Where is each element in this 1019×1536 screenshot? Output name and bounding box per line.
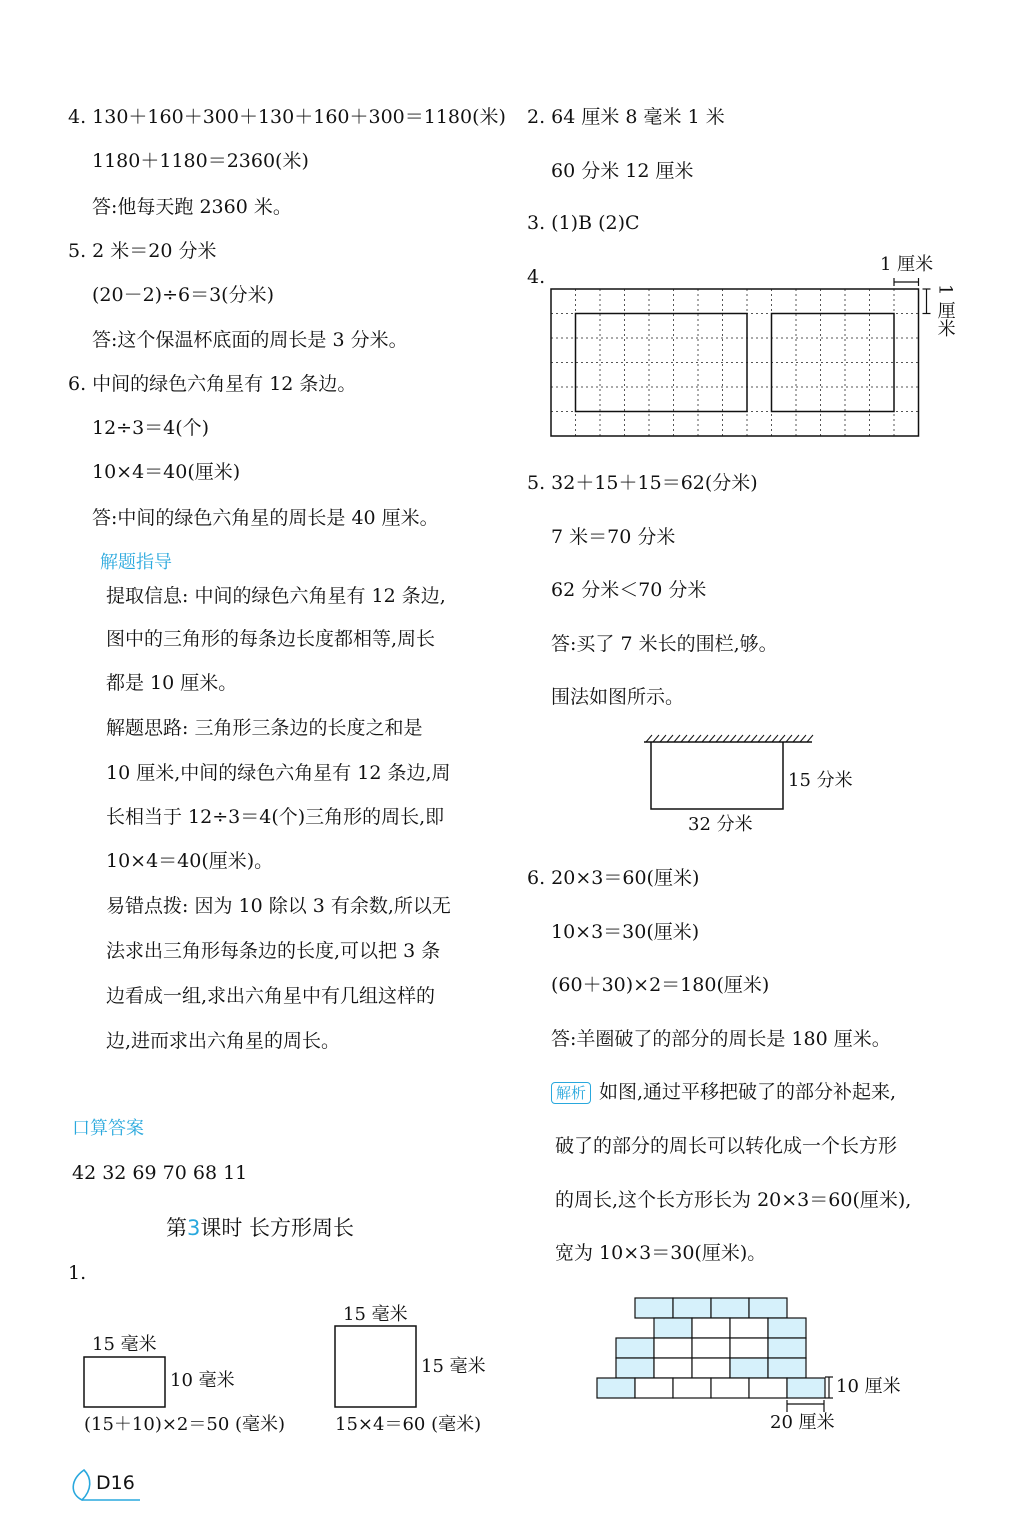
rect-formula: (15＋10)×2＝50 (毫米) [84,1414,286,1435]
r-q6-line2: 10×3＝30(厘米) [551,921,700,943]
brick [692,1318,730,1338]
brick-filled [635,1298,673,1318]
q5-answer: 答:这个保温杯底面的周长是 3 分米。 [92,329,408,351]
fence-rectangle [651,742,783,809]
hatch-stroke [751,735,757,742]
hatch-stroke [800,735,806,742]
r-q3-line1: 3. (1)B (2)C [527,212,640,234]
q4-answer: 答:他每天跑 2360 米。 [92,196,292,218]
brick-filled [730,1358,768,1378]
hatch-stroke [779,735,785,742]
hatch-stroke [716,735,722,742]
guide-error-4: 边,进而求出六角星的周长。 [106,1030,341,1052]
r-q5-line3: 62 分米＜70 分米 [551,579,707,601]
guide-error-2: 法求出三角形每条边的长度,可以把 3 条 [106,940,441,962]
brick [749,1378,787,1398]
q1-label: 1. [68,1262,87,1284]
brick-height-label: 10 厘米 [836,1376,901,1397]
square-side-label: 15 毫米 [421,1356,486,1377]
brick-filled [616,1338,654,1358]
square-top-label: 15 毫米 [343,1304,408,1325]
q6-answer: 答:中间的绿色六角星的周长是 40 厘米。 [92,507,439,529]
hatch-stroke [709,735,715,742]
r-q5-answer: 答:买了 7 米长的围栏,够。 [551,633,778,655]
dot-grid-figure [551,278,931,436]
hatch-stroke [681,735,687,742]
hatch-stroke [737,735,743,742]
guide-info-1: 提取信息: 中间的绿色六角星有 12 条边, [106,585,446,607]
oral-heading: 口算答案 [72,1118,144,1139]
hatch-stroke [807,735,813,742]
hatch-stroke [674,735,680,742]
hatch-stroke [786,735,792,742]
hatch-stroke [765,735,771,742]
brick [635,1378,673,1398]
guide-error-1: 易错点拨: 因为 10 除以 3 有余数,所以无 [106,895,451,917]
guide-info-2: 图中的三角形的每条边长度都相等,周长 [106,628,436,650]
brick-filled [787,1378,825,1398]
hatch-stroke [744,735,750,742]
r-q6-line1: 6. 20×3＝60(厘米) [527,867,700,889]
analysis-badge: 解析 [551,1082,591,1104]
brick-filled [749,1298,787,1318]
brick [692,1358,730,1378]
oral-answers: 42 32 69 70 68 11 [72,1162,248,1184]
r-q5-line5: 围法如图所示。 [551,686,685,708]
fence-bottom-label: 32 分米 [688,814,753,835]
q6-line2: 12÷3＝4(个) [92,417,210,439]
guide-error-3: 边看成一组,求出六角星中有几组这样的 [106,985,436,1007]
brick-filled [768,1318,806,1338]
hatch-stroke [688,735,694,742]
page-number: D16 [96,1472,135,1494]
guide-heading: 解题指导 [100,552,172,573]
brick-filled [673,1298,711,1318]
square-formula: 15×4＝60 (毫米) [335,1414,482,1435]
rect-side-label: 10 毫米 [170,1370,235,1391]
brick-filled [768,1338,806,1358]
brick [692,1338,730,1358]
hatch-stroke [653,735,659,742]
brick-filled [768,1358,806,1378]
hatch-stroke [702,735,708,742]
hatch-stroke [660,735,666,742]
hatch-stroke [646,735,652,742]
fence-side-label: 15 分米 [788,770,853,791]
analysis-text-1: 如图,通过平移把破了的部分补起来, [599,1081,897,1103]
q5-line2: (20－2)÷6＝3(分米) [92,284,275,306]
grid-cell-width-label: 1 厘米 [880,254,934,275]
wall-hatch [646,735,813,742]
brick [711,1378,749,1398]
brick [654,1338,692,1358]
q5-line1: 5. 2 米＝20 分米 [68,240,217,262]
r-q4-label: 4. [527,266,546,288]
hatch-stroke [667,735,673,742]
r-q2-line1: 2. 64 厘米 8 毫米 1 米 [527,106,725,128]
guide-idea-2: 10 厘米,中间的绿色六角星有 12 条边,周 [106,762,451,784]
r-q5-line2: 7 米＝70 分米 [551,526,676,548]
hatch-stroke [730,735,736,742]
guide-idea-1: 解题思路: 三角形三条边的长度之和是 [106,717,423,739]
brick-width-label: 20 厘米 [770,1412,835,1433]
hatch-stroke [695,735,701,742]
r-q6-analysis-2: 破了的部分的周长可以转化成一个长方形 [555,1135,898,1157]
lesson-prefix: 第 [166,1216,187,1240]
hatch-stroke [758,735,764,742]
brick-filled [711,1298,749,1318]
leaf-icon [73,1470,140,1500]
lesson-number: 3 [187,1216,201,1240]
q6-line3: 10×4＝40(厘米) [92,461,241,483]
q1-square [335,1326,416,1407]
fence-figure [644,735,813,809]
brick-filled [597,1378,635,1398]
grid-cell-height-label: 1 厘米 [934,284,956,338]
q6-line1: 6. 中间的绿色六角星有 12 条边。 [68,373,357,395]
r-q6-line3: (60＋30)×2＝180(厘米) [551,974,770,996]
guide-idea-4: 10×4＝40(厘米)。 [106,850,274,872]
brick-filled [616,1358,654,1378]
q1-rectangle [84,1357,165,1407]
r-q6-analysis-3: 的周长,这个长方形长为 20×3＝60(厘米), [555,1189,912,1211]
brick [730,1338,768,1358]
r-q2-line2: 60 分米 12 厘米 [551,160,694,182]
r-q6-answer: 答:羊圈破了的部分的周长是 180 厘米。 [551,1028,891,1050]
brick [673,1378,711,1398]
lesson-suffix: 课时 长方形周长 [200,1216,355,1240]
q4-line2: 1180＋1180＝2360(米) [92,150,309,172]
brick-wall-figure [597,1298,825,1398]
hatch-stroke [723,735,729,742]
r-q6-analysis-4: 宽为 10×3＝30(厘米)。 [555,1242,767,1264]
brick-filled [654,1318,692,1338]
q4-line1: 4. 130＋160＋300＋130＋160＋300＝1180(米) [68,106,506,128]
rect-top-label: 15 毫米 [92,1334,157,1355]
r-q5-line1: 5. 32＋15＋15＝62(分米) [527,472,758,494]
guide-info-3: 都是 10 厘米。 [106,672,238,694]
hatch-stroke [772,735,778,742]
hatch-stroke [793,735,799,742]
guide-idea-3: 长相当于 12÷3＝4(个)三角形的周长,即 [106,806,445,828]
brick [730,1318,768,1338]
brick [654,1358,692,1378]
